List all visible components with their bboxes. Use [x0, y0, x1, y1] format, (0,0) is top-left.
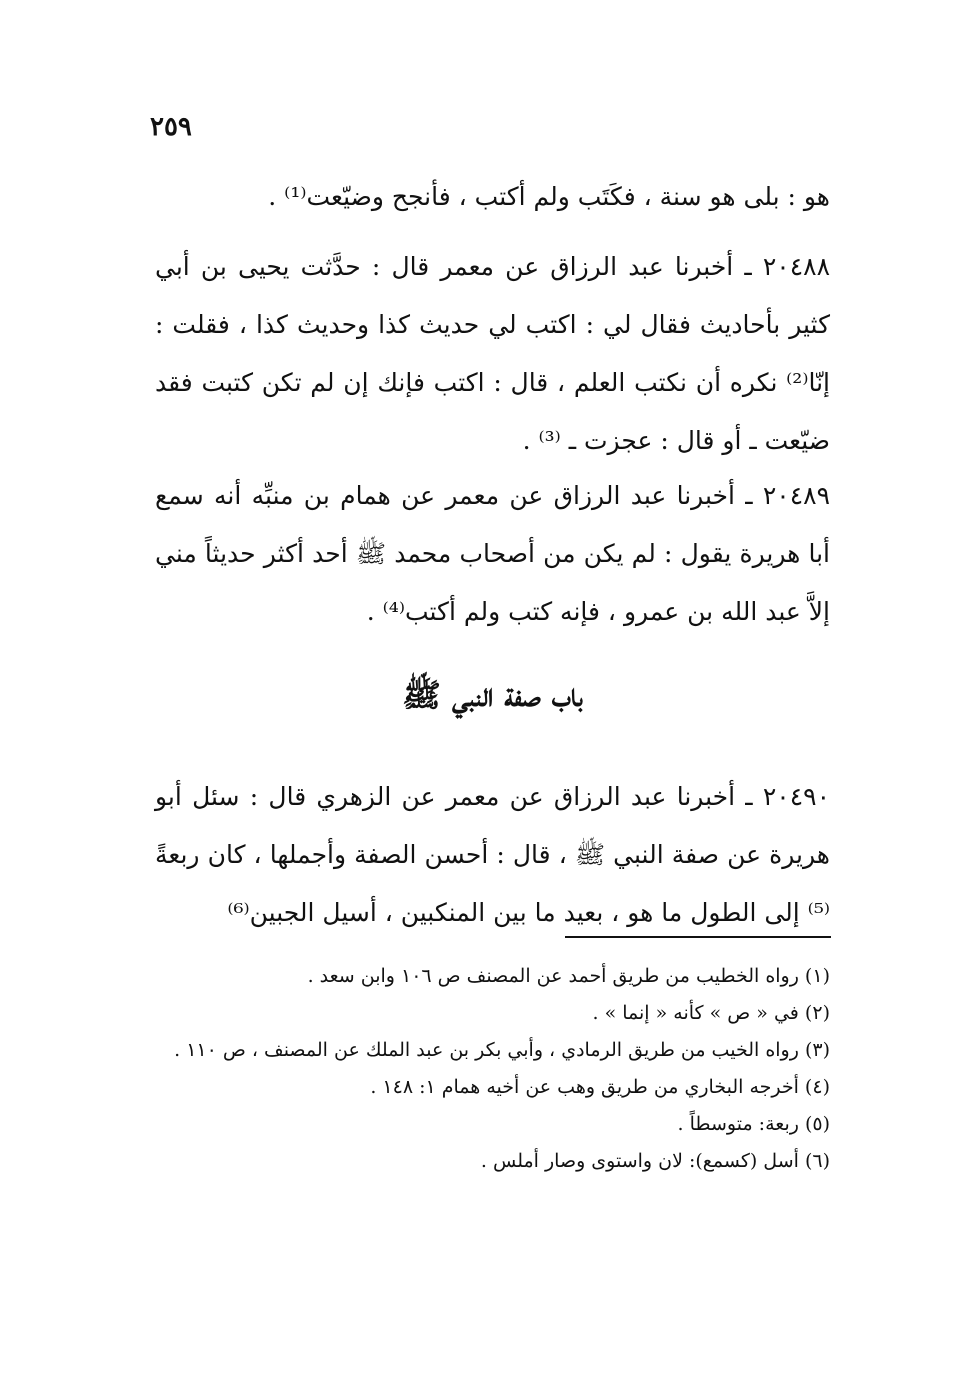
- hadith-entry-20488: [155, 238, 830, 470]
- footnote-4: (٤) أخرجه البخاري من طريق وهب عن أخيه همام ١: ١٤٨ .: [370, 1076, 830, 1098]
- footnote-2: (٢) في « ص » كأنه « إنما » .: [592, 1002, 830, 1024]
- intro-line: هو : بلى هو سنة ، فكَتَب ولم أكتب ، فأنجح وضيّعت⁽¹⁾ .: [268, 182, 830, 211]
- intro-paragraph: [155, 168, 830, 226]
- footnote-separator: [565, 936, 831, 938]
- hadith-text: ٢٠٤٨٩ ـ أخبرنا عبد الرزاق عن معمر عن همام بن منبِّه أنه سمع أبا هريرة يقول : لم يكن من أصحاب محمد ﷺ أحد أكثر حديثاً مني إلاَّ عبد الله بن عمرو ، فإنه كتب ولم أكتب⁽⁴⁾ .: [155, 481, 830, 626]
- footnote-1: (١) رواه الخطيب من طريق أحمد عن المصنف ص ١٠٦ وابن سعد .: [307, 965, 830, 987]
- hadith-text: ٢٠٤٨٨ ـ أخبرنا عبد الرزاق عن معمر قال : حدَّثت يحيى بن أبي كثير بأحاديث فقال لي : اكتب لي حديث كذا وحديث كذا ، فقلت : إنّا⁽²⁾ نكره أن نكتب العلم ، قال : اكتب فإنك إن لم تكن كتبت فقد ضيّعت ـ أو قال : عجزت ـ ⁽³⁾ .: [155, 252, 830, 455]
- footnote-5: (٥) ربعة: متوسطاً .: [677, 1113, 830, 1135]
- footnote-6: (٦) أسل (كسمع): لان واستوى وصار أملس .: [480, 1150, 830, 1172]
- chapter-heading: باب صفة النبي ﷺ: [402, 676, 583, 714]
- hadith-text: ٢٠٤٩٠ ـ أخبرنا عبد الرزاق عن معمر عن الزهري قال : سئل أبو هريرة عن صفة النبي ﷺ ، قال : أحسن الصفة وأجملها ، كان ربعةً ⁽⁵⁾ إلى الطول ما هو ، بعيد ما بين المنكبين ، أسيل الجبين⁽⁶⁾: [155, 782, 830, 927]
- page-number: ٢٥٩: [150, 112, 192, 142]
- footnotes: [155, 958, 830, 1180]
- hadith-entry-20490: [155, 768, 830, 942]
- hadith-entry-20489: [155, 467, 830, 641]
- footnote-3: (٣) رواه الخيب من طريق الرمادي ، وأبي بكر بن عبد الملك عن المصنف ، ص ١١٠ .: [174, 1039, 830, 1061]
